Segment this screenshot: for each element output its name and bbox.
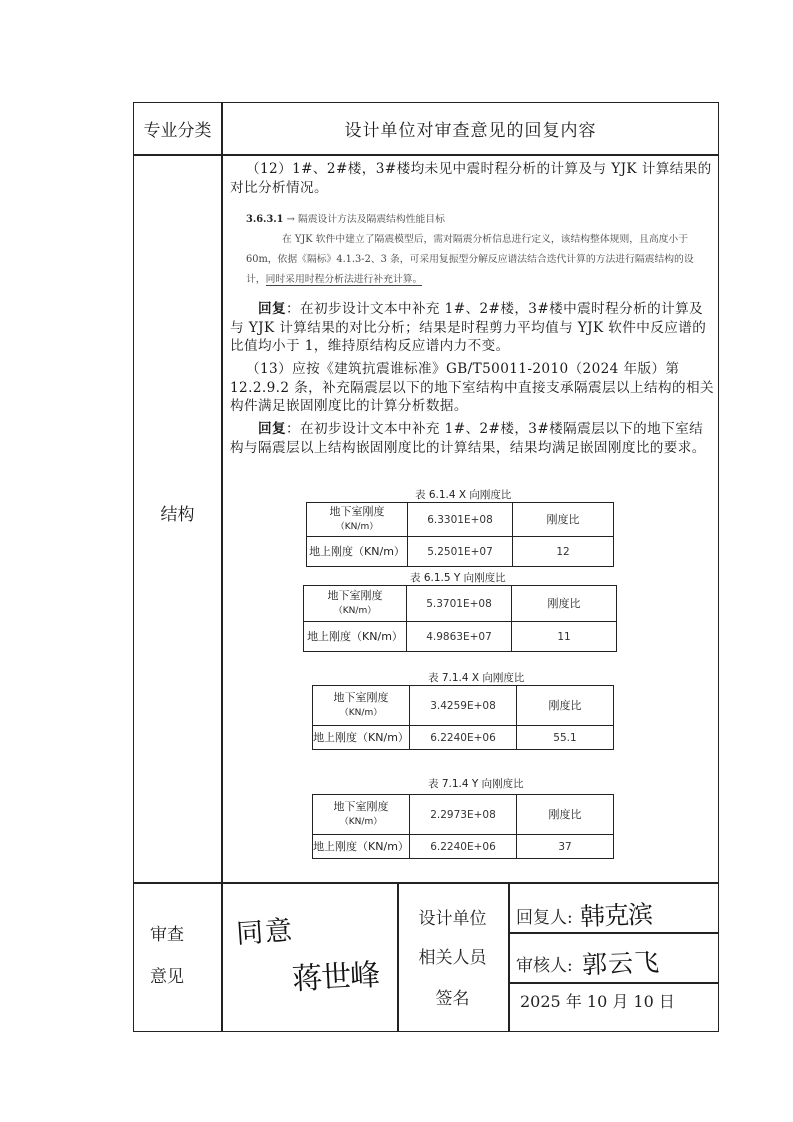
quoted-excerpt: 3.6.3.1 → 隔震设计方法及隔震结构性能目标 在 YJK 软件中建立了隔震模型后，需对隔震分析信息进行定义，该结构整体规则，且高度小于 60m，依据《隔标》4.1.3-2、3 条，可采用复振型分解反应谱法结合迭代计算的方法进行隔震结构的设计，同时采用时程分析法进行补充计算。 — [246, 214, 694, 285]
stiffness-ratio-value: 12 — [513, 537, 614, 567]
basement-stiffness-value: 6.3301E+08 — [408, 503, 513, 537]
above-ground-stiffness-label: 地上刚度（KN/m） — [313, 835, 410, 859]
stiffness-table-6-1-4-x — [306, 502, 614, 567]
review-opinion-handwritten: 同意 — [235, 915, 296, 950]
above-ground-stiffness-value: 5.2501E+07 — [408, 537, 513, 567]
above-ground-stiffness-label: 地上刚度（KN/m） — [307, 537, 408, 567]
checker-label: 审核人: — [516, 956, 573, 976]
stiffness-table-6-1-5-y — [303, 585, 617, 652]
checker-signature: 郭云飞 — [581, 947, 661, 980]
reply-label: 回复 — [258, 421, 286, 437]
reply-content-header: 设计单位对审查意见的回复内容 — [344, 120, 597, 141]
item-13-reply — [230, 420, 714, 457]
category-column-divider — [221, 102, 223, 1032]
above-ground-stiffness-label: 地上刚度（KN/m） — [304, 622, 407, 652]
quote-section-title: 隔震设计方法及隔震结构性能目标 — [297, 214, 445, 225]
reviewer-signature: 蒋世峰 — [291, 957, 381, 998]
above-ground-stiffness-value: 4.9863E+07 — [407, 622, 512, 652]
basement-stiffness-label: 地下室刚度 （KN/m） — [313, 686, 410, 726]
footer-row-divider-2 — [508, 982, 719, 984]
review-label-2: 意见 — [150, 967, 184, 987]
item-12-reply — [230, 300, 714, 356]
stiffness-table-7-1-4-x — [312, 685, 614, 750]
basement-stiffness-value: 5.3701E+08 — [407, 586, 512, 622]
footer-row-divider-1 — [508, 932, 719, 934]
above-ground-stiffness-value: 6.2240E+06 — [410, 835, 517, 859]
category-header: 专业分类 — [143, 120, 212, 141]
replier-signature: 韩克滨 — [579, 899, 653, 932]
quote-body-underlined: 同时采用时程分析法进行补充计算。 — [265, 274, 423, 285]
review-label-1: 审查 — [150, 925, 184, 945]
footer-divider-2 — [508, 882, 510, 1032]
stiffness-ratio-label: 刚度比 — [517, 795, 614, 835]
item-13-question: （13）应按《建筑抗震谁标准》GB/T50011-2010（2024 年版）第 12.2.9.2 条，补充隔震层以下的地下室结构中直接支承隔震层以上结构的相关构件满足嵌固刚度比的计算分析数据。 — [230, 361, 714, 414]
category-structure: 结构 — [160, 505, 195, 525]
footer-divider-1 — [397, 882, 399, 1032]
stiffness-table-7-1-4-y — [312, 794, 614, 859]
basement-stiffness-label: 地下室刚度 （KN/m） — [313, 795, 410, 835]
table-caption: 表 7.1.4 Y 向刚度比 — [428, 778, 524, 790]
related-personnel-label: 相关人员 — [418, 948, 487, 968]
stiffness-ratio-label: 刚度比 — [512, 586, 617, 622]
item-13-reply-text: ：在初步设计文本中补充 1#、2#楼，3#楼隔震层以下的地下室结构与隔震层以上结构嵌固刚度比的计算结果，结果均满足嵌固刚度比的要求。 — [230, 421, 706, 456]
replier-label: 回复人: — [516, 908, 573, 928]
stiffness-ratio-value: 11 — [512, 622, 617, 652]
stiffness-ratio-label: 刚度比 — [517, 686, 614, 726]
footer-divider — [133, 882, 719, 884]
design-unit-label: 设计单位 — [418, 909, 487, 929]
basement-stiffness-value: 3.4259E+08 — [410, 686, 517, 726]
basement-stiffness-label: 地下室刚度 （KN/m） — [307, 503, 408, 537]
stiffness-ratio-value: 55.1 — [517, 726, 614, 750]
item-12-reply-text: ：在初步设计文本中补充 1#、2#楼，3#楼中震时程分析的计算及与 YJK 计算结果的对比分析；结果是时程剪力平均值与 YJK 软件中反应谱的比值均小于 1，维持原结构反应谱内力不变。 — [230, 301, 707, 354]
table-caption: 表 7.1.4 X 向刚度比 — [428, 672, 525, 684]
above-ground-stiffness-label: 地上刚度（KN/m） — [313, 726, 410, 750]
reply-label: 回复 — [258, 301, 286, 317]
quote-body: 在 YJK 软件中建立了隔震模型后，需对隔震分析信息进行定义，该结构整体规则，且高度小于 60m，依据《隔标》4.1.3-2、3 条，可采用复振型分解反应谱法结合迭代计算的方法进行隔震结构的设计， — [246, 234, 694, 285]
basement-stiffness-value: 2.2973E+08 — [410, 795, 517, 835]
item-12-question: （12）1#、2#楼，3#楼均未见中震时程分析的计算及与 YJK 计算结果的对比分析情况。 — [230, 161, 712, 196]
quote-section-number: 3.6.3.1 — [246, 214, 284, 225]
stiffness-ratio-label: 刚度比 — [513, 503, 614, 537]
above-ground-stiffness-value: 6.2240E+06 — [410, 726, 517, 750]
stiffness-ratio-value: 37 — [517, 835, 614, 859]
table-caption: 表 6.1.5 Y 向刚度比 — [410, 572, 506, 584]
signature-label: 签名 — [435, 989, 470, 1009]
basement-stiffness-label: 地下室刚度 （KN/m） — [304, 586, 407, 622]
sign-date: 2025 年 10 月 10 日 — [520, 992, 675, 1011]
table-caption: 表 6.1.4 X 向刚度比 — [415, 489, 512, 501]
